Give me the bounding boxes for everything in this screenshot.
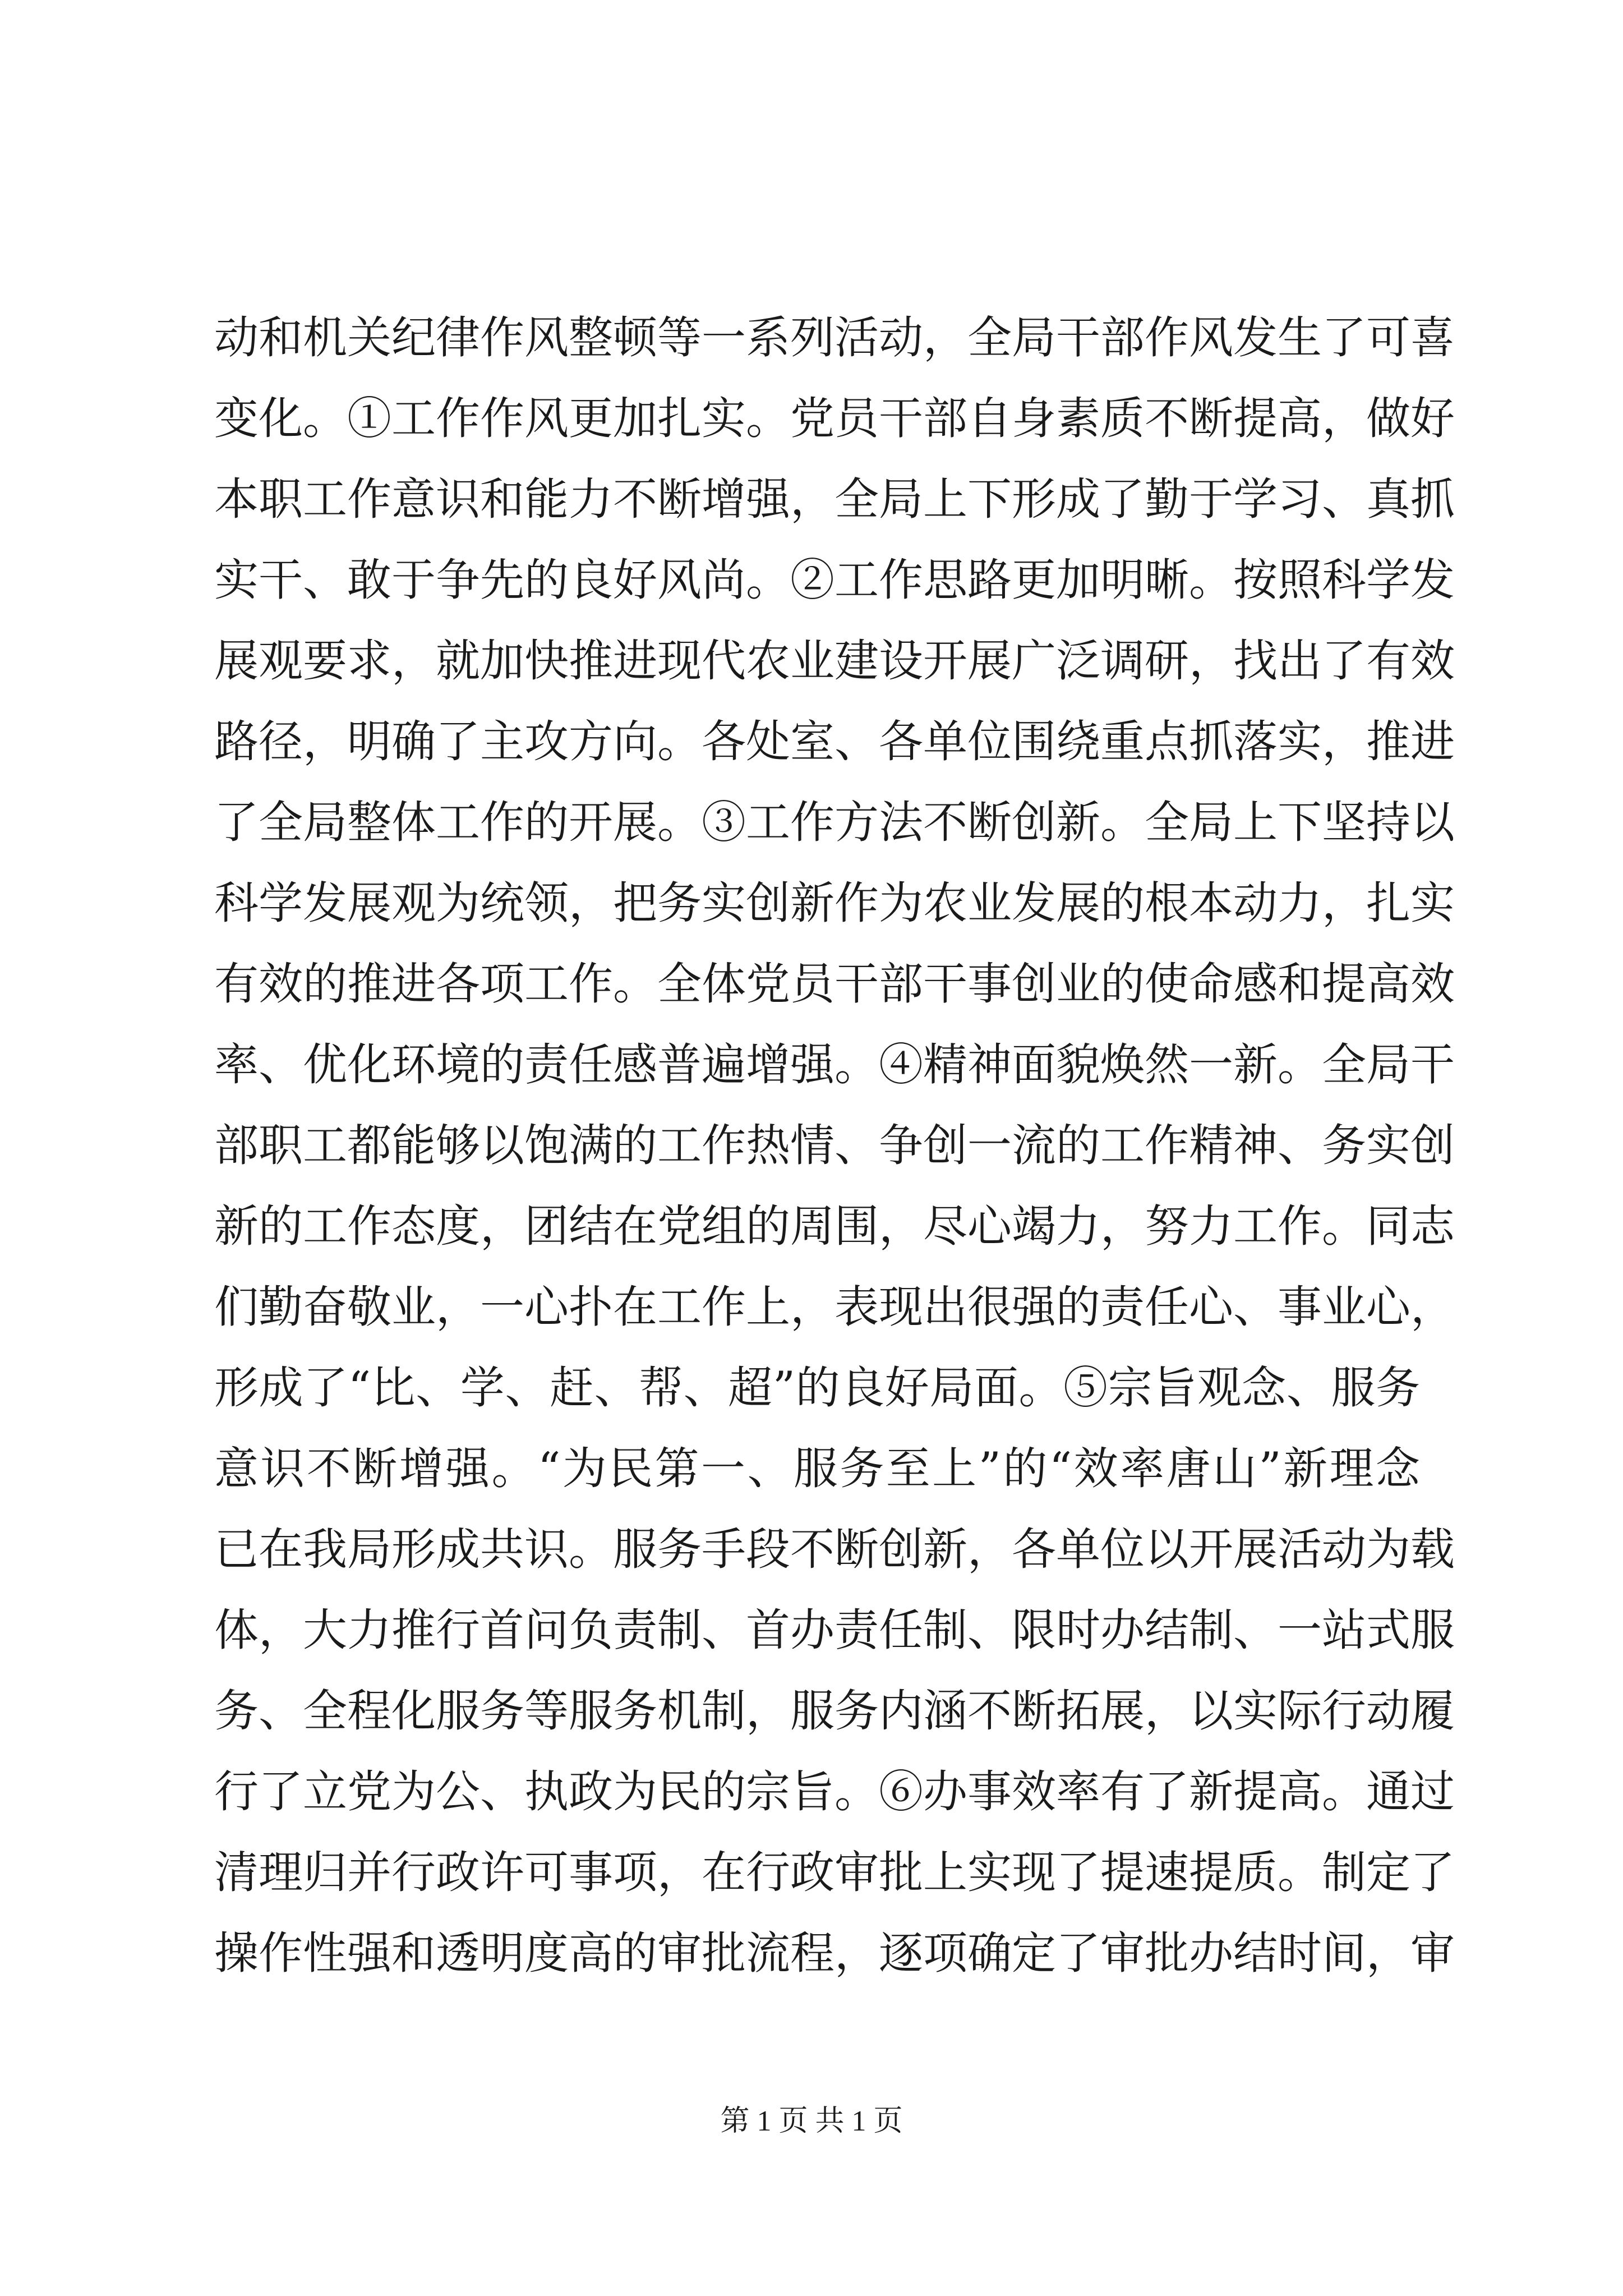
- text-line: 本职工作意识和能力不断增强，全局上下形成了勤于学习、真抓: [214, 473, 1455, 525]
- text-line: 行了立党为公、执政为民的宗旨。⑥办事效率有了新提高。通过: [214, 1766, 1455, 1818]
- text-line: 操作性强和透明度高的审批流程，逐项确定了审批办结时间，审: [214, 1927, 1455, 1979]
- text-line: 率、优化环境的责任感普遍增强。④精神面貌焕然一新。全局干: [214, 1039, 1455, 1091]
- text-line: 路径，明确了主攻方向。各处室、各单位围绕重点抓落实，推进: [214, 716, 1455, 767]
- text-line: 已在我局形成共识。服务手段不断创新，各单位以开展活动为载: [214, 1524, 1455, 1575]
- text-line: 科学发展观为统领，把务实创新作为农业发展的根本动力，扎实: [214, 877, 1455, 929]
- text-line: 体，大力推行首问负责制、首办责任制、限时办结制、一站式服: [214, 1604, 1455, 1656]
- text-line: 部职工都能够以饱满的工作热情、争创一流的工作精神、务实创: [214, 1120, 1455, 1171]
- text-line: 展观要求，就加快推进现代农业建设开展广泛调研，找出了有效: [214, 635, 1455, 687]
- page-footer: 第 1 页 共 1 页: [720, 2105, 903, 2137]
- text-line: 有效的推进各项工作。全体党员干部干事创业的使命感和提高效: [214, 958, 1455, 1010]
- text-line: 动和机关纪律作风整顿等一系列活动，全局干部作风发生了可喜: [214, 312, 1455, 364]
- text-line: 清理归并行政许可事项，在行政审批上实现了提速提质。制定了: [214, 1847, 1455, 1898]
- text-line: 们勤奋敬业，一心扑在工作上，表现出很强的责任心、事业心，: [214, 1281, 1455, 1333]
- text-line: 务、全程化服务等服务机制，服务内涵不断拓展，以实际行动履: [214, 1685, 1455, 1737]
- text-line: 了全局整体工作的开展。③工作方法不断创新。全局上下坚持以: [214, 797, 1455, 848]
- text-line: 变化。①工作作风更加扎实。党员干部自身素质不断提高，做好: [214, 393, 1455, 444]
- text-line: 实干、敢于争先的良好风尚。②工作思路更加明晰。按照科学发: [214, 554, 1455, 606]
- text-line: 新的工作态度，团结在党组的周围，尽心竭力，努力工作。同志: [214, 1200, 1455, 1252]
- body-paragraph: [214, 297, 1455, 1994]
- text-line: 意识不断增强。“为民第一、服务至上”的“效率唐山”新理念: [214, 1443, 1420, 1494]
- text-line: 形成了“比、学、赶、帮、超”的良好局面。⑤宗旨观念、服务: [214, 1362, 1420, 1414]
